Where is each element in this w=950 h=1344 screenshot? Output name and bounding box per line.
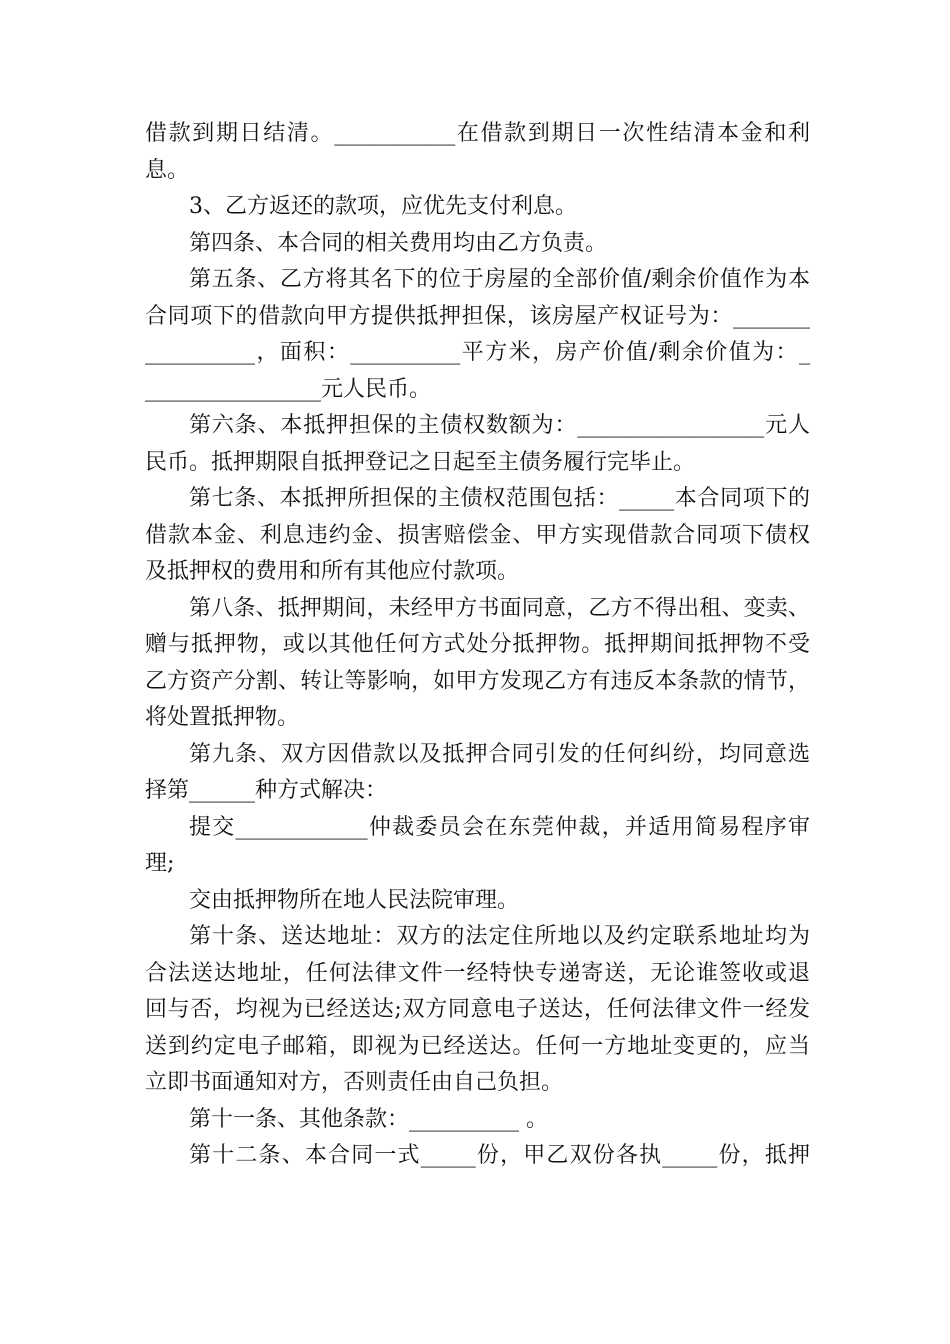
text-line: 息。	[145, 157, 190, 183]
text-line: __________，面积：__________平方米，房产价值/剩余价值为：_	[145, 340, 810, 365]
text-line: 乙方资产分割、转让等影响，如甲方发现乙方有违反本条款的情节，	[145, 668, 810, 694]
text-line: 提交____________仲裁委员会在东莞仲裁，并适用简易程序审	[189, 814, 810, 840]
text-line: 合法送达地址，任何法律文件一经特快专递寄送，无论谁签收或退	[145, 960, 810, 986]
text-line: 第九条、双方因借款以及抵押合同引发的任何纠纷，均同意选	[189, 741, 810, 767]
text-line: 第八条、抵押期间，未经甲方书面同意，乙方不得出租、变卖、	[189, 595, 810, 621]
text-line: 第十二条、本合同一式_____份，甲乙双份各执_____份，抵押	[189, 1143, 810, 1168]
text-line: ________________元人民币。	[145, 376, 432, 402]
text-line: 第十一条、其他条款：__________ 。	[189, 1106, 548, 1132]
document-body	[145, 116, 810, 1175]
text-line: 及抵押权的费用和所有其他应付款项。	[145, 559, 520, 584]
text-line: 合同项下的借款向甲方提供抵押担保，该房屋产权证号为：_______	[145, 303, 810, 329]
text-line: 立即书面通知对方，否则责任由自己负担。	[145, 1070, 564, 1095]
text-line: 第四条、本合同的相关费用均由乙方负责。	[189, 230, 608, 256]
text-line: 理;	[145, 851, 175, 876]
text-line: 借款到期日结清。___________在借款到期日一次性结清本金和利	[145, 121, 810, 146]
text-line: 民币。抵押期限自抵押登记之日起至主债务履行完毕止。	[145, 449, 696, 475]
text-line: 第五条、乙方将其名下的位于房屋的全部价值/剩余价值作为本	[189, 267, 810, 292]
text-line: 第七条、本抵押所担保的主债权范围包括：_____本合同项下的	[189, 486, 810, 511]
text-line: 择第______种方式解决：	[145, 778, 388, 803]
text-line: 将处置抵押物。	[145, 705, 300, 730]
text-line: 第六条、本抵押担保的主债权数额为：_________________元人	[189, 413, 810, 438]
text-line: 交由抵押物所在地人民法院审理。	[189, 887, 520, 913]
text-line: 送到约定电子邮箱，即视为已经送达。任何一方地址变更的，应当	[145, 1033, 810, 1059]
text-line: 赠与抵押物，或以其他任何方式处分抵押物。抵押期间抵押物不受	[145, 632, 810, 657]
text-line: 第十条、送达地址：双方的法定住所地以及约定联系地址均为	[189, 924, 810, 949]
text-line: 回与否，均视为已经送达;双方同意电子送达，任何法律文件一经发	[145, 997, 810, 1022]
document-page	[145, 116, 810, 1175]
text-line: 3、乙方返还的款项，应优先支付利息。	[189, 194, 577, 219]
text-line: 借款本金、利息违约金、损害赔偿金、甲方实现借款合同项下债权	[145, 522, 810, 548]
